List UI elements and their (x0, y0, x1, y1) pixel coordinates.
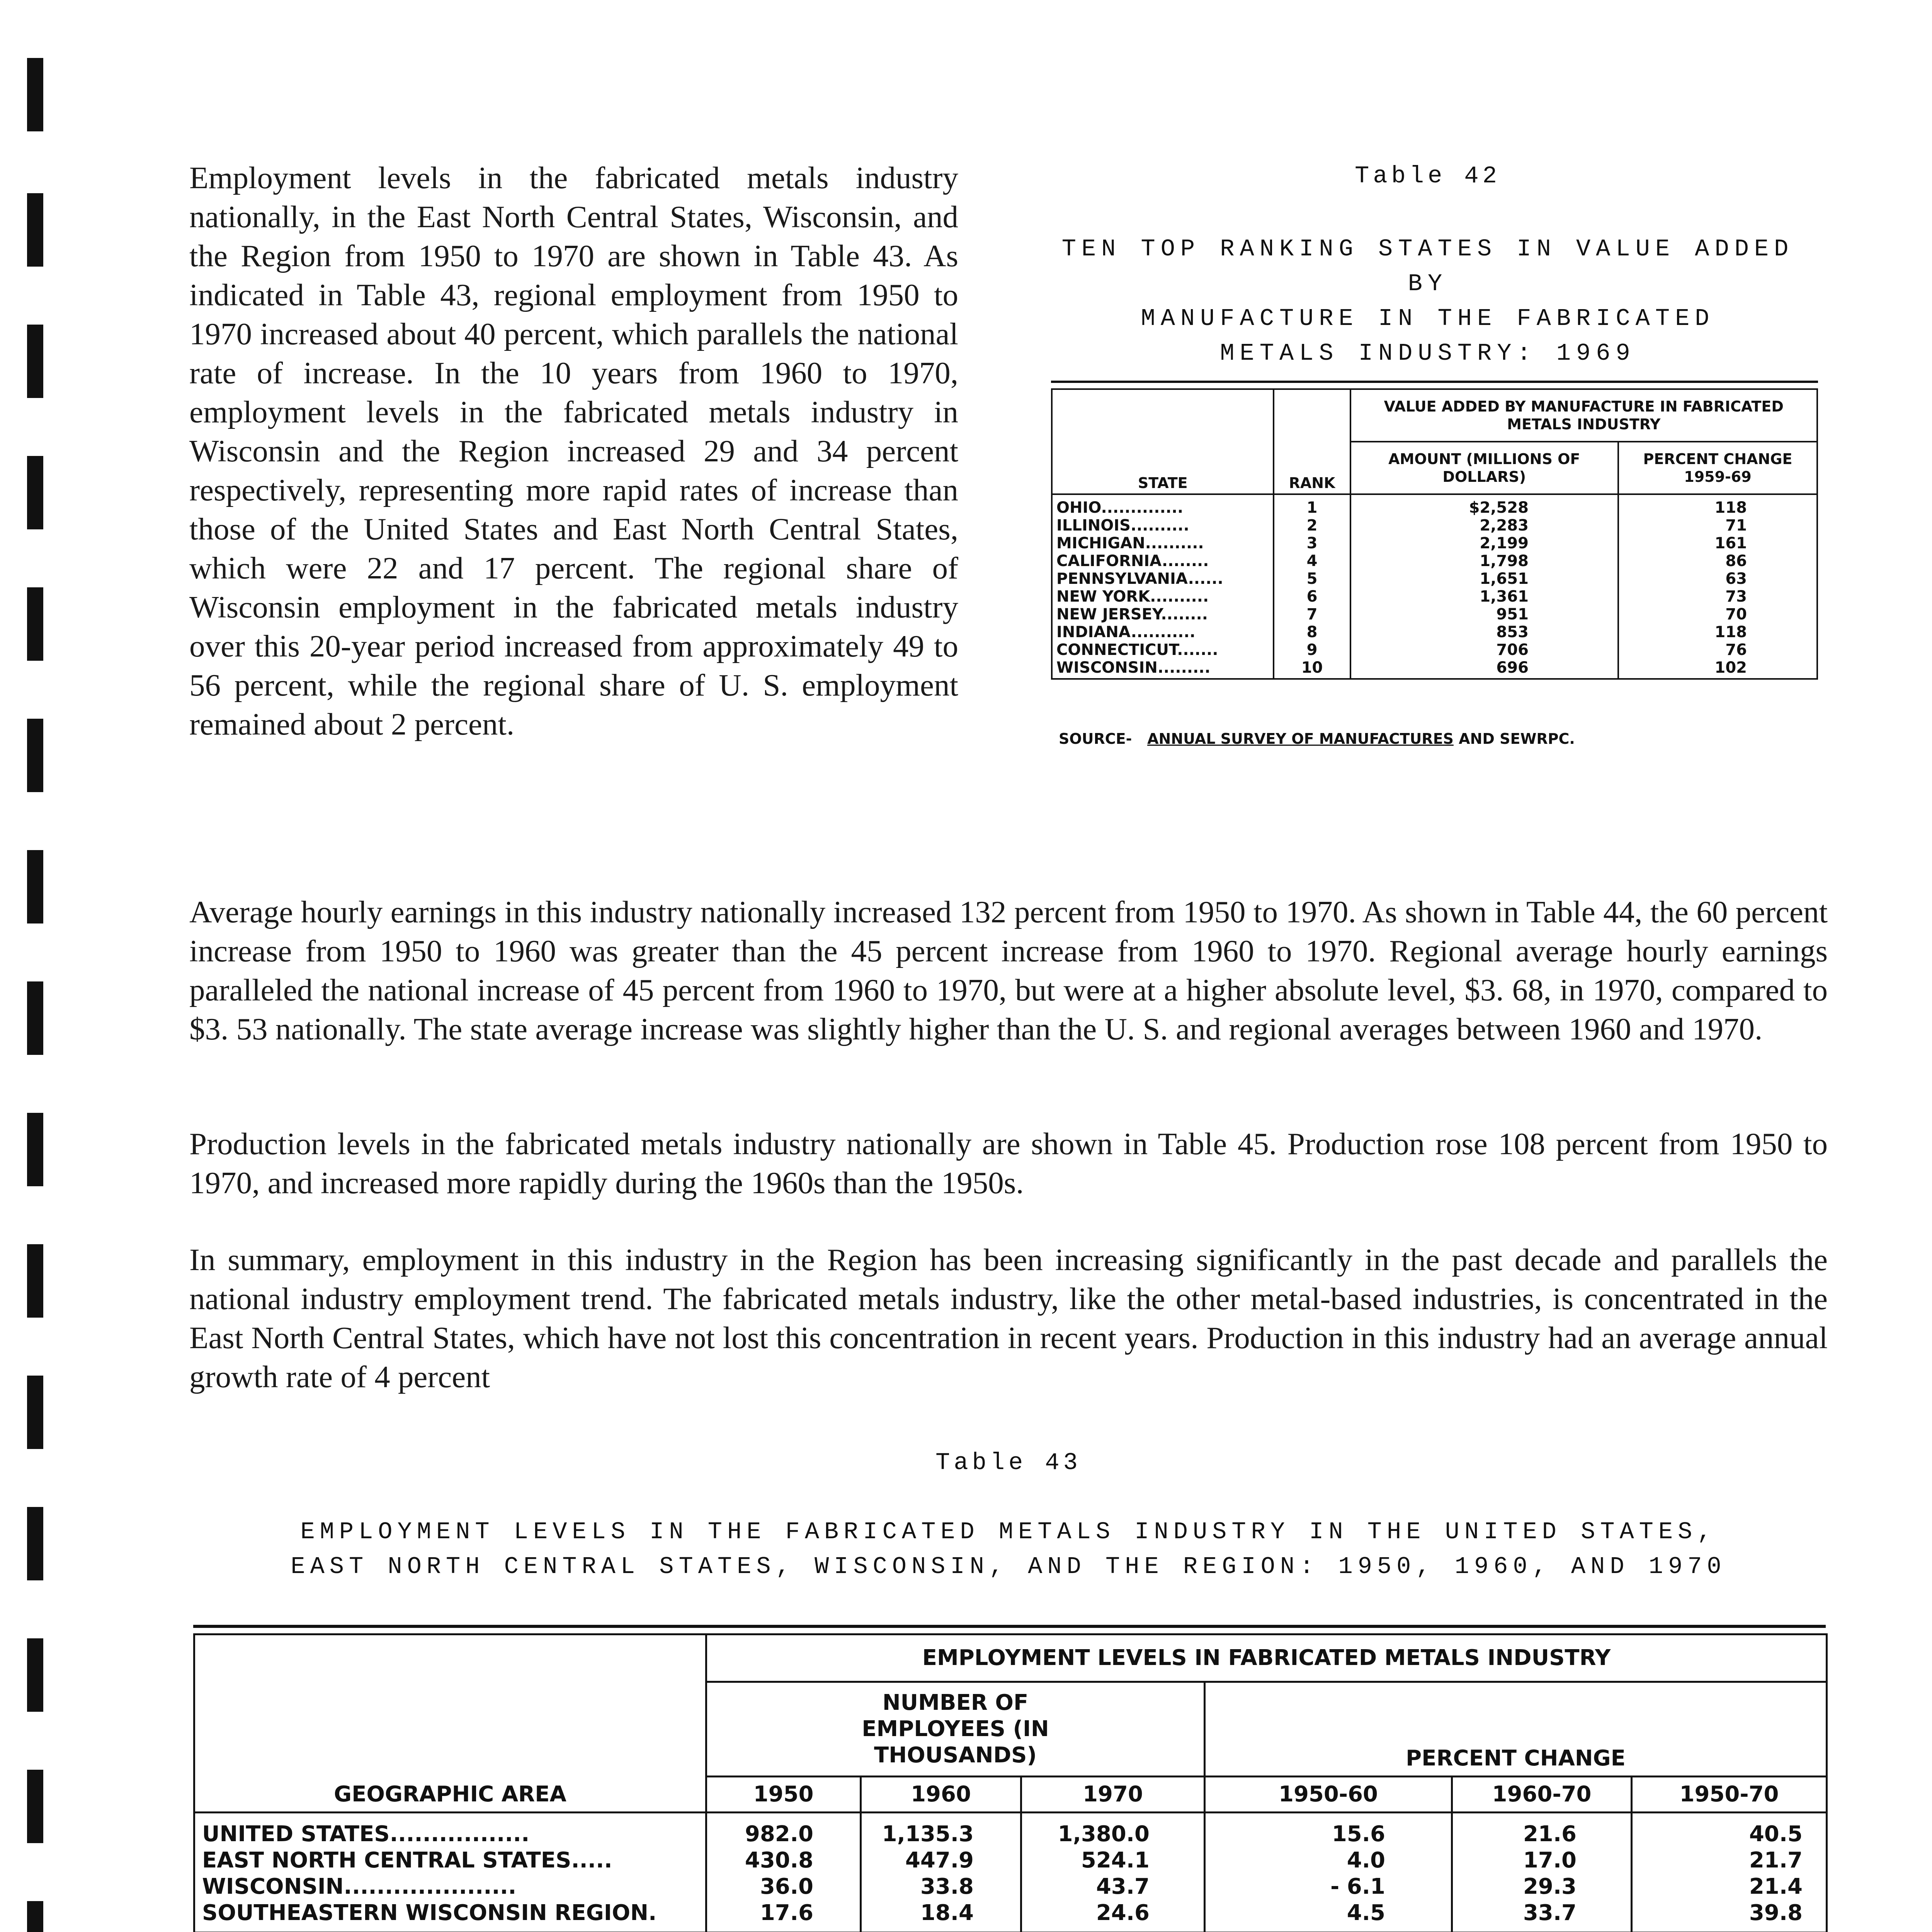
employment-levels-header: EMPLOYMENT LEVELS IN FABRICATED METALS INDUSTRY (706, 1634, 1827, 1682)
paragraph-hourly-earnings: Average hourly earnings in this industry nationally increased 132 percent from 1950 to 1970. As shown in Table 44, the 60 percent increase from 1950 to 1960 was greater than the 45 percent increase from 1960 to 1970. Regional average hourly earnings paralleled the national increase of 45 percent from 1960 to 1970, but were at a higher absolute level, $3. 68, in 1970, compared to $3. 53 nationally. The state average increase was slightly higher than the U. S. and regional averages between 1960 and 1970. (189, 895, 1828, 1046)
binding-mark (27, 1638, 43, 1712)
amount-cell: 853 (1496, 623, 1529, 641)
state-cell: MICHIGAN.......... (1056, 534, 1204, 552)
amount-cell: 706 (1496, 641, 1529, 659)
change-col-header: 1960-70 (1452, 1777, 1632, 1813)
percent-cell: 86 (1725, 552, 1747, 570)
state-cell: ILLINOIS.......... (1056, 517, 1189, 534)
change-1950-60-column (1205, 1813, 1452, 1932)
rank-cell: 8 (1306, 623, 1318, 641)
table-43-title-line: EAST NORTH CENTRAL STATES, WISCONSIN, AND THE REGION: 1950, 1960, AND 1970 (291, 1553, 1726, 1580)
binding-mark (27, 719, 43, 792)
rank-cell: 10 (1301, 659, 1323, 677)
value-1970-column (1021, 1813, 1205, 1932)
binding-mark (27, 1376, 43, 1449)
state-cell: OHIO.............. (1056, 499, 1184, 517)
binding-mark (27, 1244, 43, 1318)
amount-cell: 1,798 (1480, 552, 1529, 570)
value-1950-column (706, 1813, 861, 1932)
binding-mark (27, 587, 43, 661)
percent-change-header: PERCENT CHANGE (1205, 1682, 1827, 1777)
change-cell: 39.8 (1749, 1900, 1803, 1925)
table-43-label: Table 43 (935, 1449, 1082, 1476)
header-rank: RANK (1274, 389, 1350, 494)
rank-cell: 7 (1306, 605, 1318, 623)
value-cell: 36.0 (760, 1874, 813, 1899)
state-cell: CALIFORNIA........ (1056, 552, 1209, 570)
rank-cell: 1 (1306, 499, 1318, 517)
year-col-header: 1970 (1021, 1777, 1205, 1813)
table-43-title (189, 1515, 1828, 1584)
amount-cell: $2,528 (1469, 499, 1529, 517)
change-col-header: 1950-60 (1205, 1777, 1452, 1813)
binding-mark (27, 456, 43, 529)
header-value-added: VALUE ADDED BY MANUFACTURE IN FABRICATED METALS INDUSTRY (1350, 389, 1817, 442)
value-cell: 18.4 (920, 1900, 974, 1925)
table-42-title-line: METALS INDUSTRY: 1969 (1220, 340, 1636, 367)
amount-cell: 2,199 (1480, 534, 1529, 552)
rank-column (1274, 494, 1350, 679)
percent-cell: 102 (1714, 659, 1747, 677)
table-42 (1051, 381, 1818, 680)
paragraph-production-levels: Production levels in the fabricated metals industry nationally are shown in Table 45. Production rose 108 percent from 1950 to 1970, and increased more rapidly during the 1960s than the 1950s. (189, 1126, 1828, 1200)
source-title: ANNUAL SURVEY OF MANUFACTURES (1147, 730, 1454, 747)
value-cell: 43.7 (1096, 1874, 1150, 1899)
table-rule (1051, 381, 1818, 383)
change-cell: 4.0 (1347, 1848, 1385, 1873)
rank-cell: 4 (1306, 552, 1318, 570)
table-43-title-line: EMPLOYMENT LEVELS IN THE FABRICATED METALS INDUSTRY IN THE UNITED STATES, (300, 1518, 1717, 1546)
value-1960-column (861, 1813, 1021, 1932)
table-42-grid (1051, 388, 1818, 680)
percent-cell: 71 (1725, 517, 1747, 534)
table-42-label: Table 42 (1355, 162, 1501, 190)
employment-body (194, 1813, 1827, 1932)
value-cell: 430.8 (745, 1848, 813, 1873)
change-cell: 29.3 (1523, 1874, 1577, 1899)
amount-cell: 1,361 (1480, 588, 1529, 605)
header-amount: AMOUNT (MILLIONS OF DOLLARS) (1350, 442, 1618, 494)
change-cell: 33.7 (1523, 1900, 1577, 1925)
area-cell: SOUTHEASTERN WISCONSIN REGION. (202, 1900, 657, 1925)
table-42-title-line: TEN TOP RANKING STATES IN VALUE ADDED BY (1061, 235, 1794, 298)
change-cell: 17.0 (1523, 1848, 1577, 1873)
amount-cell: 951 (1496, 605, 1529, 623)
binding-mark (27, 325, 43, 398)
amount-cell: 696 (1496, 659, 1529, 677)
table-43 (193, 1625, 1826, 1932)
rank-cell: 6 (1306, 588, 1318, 605)
value-cell: 33.8 (920, 1874, 974, 1899)
table-42-source (1059, 730, 1575, 747)
binding-mark (27, 850, 43, 923)
value-cell: 1,380.0 (1058, 1821, 1150, 1847)
amount-cell: 2,283 (1480, 517, 1529, 534)
binding-mark (27, 58, 43, 131)
value-cell: 447.9 (905, 1848, 974, 1873)
area-cell: WISCONSIN..................... (202, 1874, 517, 1899)
amount-cell: 1,651 (1480, 570, 1529, 588)
percent-cell: 118 (1714, 499, 1747, 517)
change-1950-70-column (1632, 1813, 1827, 1932)
source-prefix: SOURCE- (1059, 730, 1132, 747)
percent-cell: 73 (1725, 588, 1747, 605)
value-cell: 524.1 (1081, 1848, 1150, 1873)
geo-header: GEOGRAPHIC AREA (194, 1634, 706, 1813)
change-cell: 21.4 (1749, 1874, 1803, 1899)
binding-mark (27, 1901, 43, 1932)
header-percent-change: PERCENT CHANGE 1959-69 (1618, 442, 1817, 494)
change-cell: 21.7 (1749, 1848, 1803, 1873)
state-cell: NEW YORK.......... (1056, 588, 1209, 605)
state-cell: INDIANA........... (1056, 623, 1196, 641)
table-43-grid (193, 1633, 1828, 1932)
change-cell: 21.6 (1523, 1821, 1577, 1847)
header-state: STATE (1052, 389, 1274, 494)
year-col-header: 1960 (861, 1777, 1021, 1813)
binding-mark (27, 1770, 43, 1843)
change-cell: 4.5 (1347, 1900, 1385, 1925)
amount-column (1350, 494, 1618, 679)
paragraph-summary: In summary, employment in this industry in the Region has been increasing significantly in the past decade and parallels the national industry employment trend. The fabricated metals industry, like the other metal-based industries, is concentrated in the East North Central States, which have not lost this concentration in recent years. Production in this industry had an average annual growth rate of 4 percent (189, 1242, 1828, 1394)
year-col-header: 1950 (706, 1777, 861, 1813)
state-cell: NEW JERSEY........ (1056, 605, 1208, 623)
paragraph-employment-levels: Employment levels in the fabricated metals industry nationally, in the East North Central States, Wisconsin, and the Region from 1950 to 1970 are shown in Table 43. As indicated in Table 43, regional employment from 1950 to 1970 increased about 40 percent, which parallels the national rate of increase. In the 10 years from 1960 to 1970, employment levels in the fabricated metals industry in Wisconsin and the Region increased 29 and 34 percent respectively, representing more rapid rates of increase than those of the United States and East North Central States, which were 22 and 17 percent. The regional share of Wisconsin employment in the fabricated metals industry over this 20-year period increased from approximately 49 to 56 percent, while the regional share of U. S. employment remained about 2 percent. (189, 160, 958, 742)
value-cell: 982.0 (745, 1821, 813, 1847)
change-col-header: 1950-70 (1632, 1777, 1827, 1813)
area-column (194, 1813, 706, 1932)
rank-cell: 2 (1306, 517, 1318, 534)
source-suffix: AND SEWRPC. (1459, 730, 1575, 747)
employees-header: NUMBER OF EMPLOYEES (IN THOUSANDS) (706, 1682, 1205, 1777)
rank-cell: 5 (1306, 570, 1318, 588)
area-cell: EAST NORTH CENTRAL STATES..... (202, 1848, 612, 1873)
percent-cell: 70 (1725, 605, 1747, 623)
change-cell: - 6.1 (1330, 1874, 1385, 1899)
change-cell: 15.6 (1332, 1821, 1385, 1847)
percent-cell: 118 (1714, 623, 1747, 641)
value-cell: 1,135.3 (882, 1821, 974, 1847)
table-rule (193, 1625, 1826, 1628)
table-42-title-line: MANUFACTURE IN THE FABRICATED (1141, 305, 1715, 332)
state-column (1052, 494, 1274, 679)
table-42-title (1043, 232, 1812, 371)
percent-cell: 161 (1714, 534, 1747, 552)
change-1960-70-column (1452, 1813, 1632, 1932)
area-cell: UNITED STATES................. (202, 1821, 530, 1847)
change-cell: 40.5 (1749, 1821, 1803, 1847)
percent-cell: 63 (1725, 570, 1747, 588)
binding-mark (27, 1113, 43, 1186)
state-cell: CONNECTICUT....... (1056, 641, 1218, 659)
percent-cell: 76 (1725, 641, 1747, 659)
rank-cell: 3 (1306, 534, 1318, 552)
value-cell: 17.6 (760, 1900, 813, 1925)
state-cell: WISCONSIN......... (1056, 659, 1211, 677)
binding-mark (27, 981, 43, 1055)
percent-column (1618, 494, 1817, 679)
binding-mark (27, 1507, 43, 1580)
state-cell: PENNSYLVANIA...... (1056, 570, 1223, 588)
rank-cell: 9 (1306, 641, 1318, 659)
value-cell: 24.6 (1096, 1900, 1150, 1925)
binding-mark (27, 193, 43, 267)
table-42-body (1052, 494, 1817, 679)
